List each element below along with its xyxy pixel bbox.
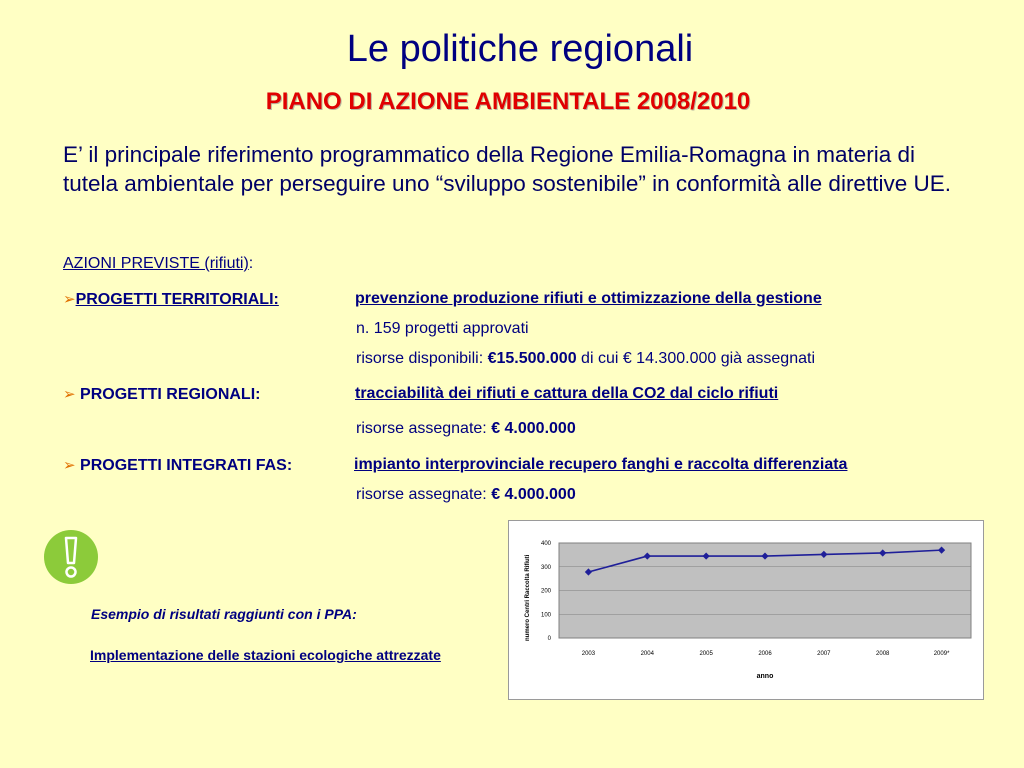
progetto-resources xyxy=(356,420,576,438)
progetto-name: PROGETTI INTEGRATI FAS: xyxy=(80,457,293,474)
example-caption: Esempio di risultati raggiunti con i PPA: xyxy=(91,606,357,622)
progetto-desc xyxy=(355,385,778,403)
azioni-colon: : xyxy=(248,255,254,272)
line-chart xyxy=(509,521,983,699)
arrow-icon: ➢ xyxy=(63,457,76,474)
y-tick-label: 0 xyxy=(547,636,551,642)
chart-container xyxy=(508,520,984,700)
progetto-desc-text: tracciabilità dei rifiuti e cattura della CO2 dal ciclo rifiuti xyxy=(355,385,779,402)
arrow-icon: ➢ xyxy=(63,291,76,308)
resources-prefix: risorse disponibili: xyxy=(356,350,488,367)
x-tick-label: 2008 xyxy=(876,651,890,657)
exclamation-icon xyxy=(44,530,98,584)
example-link[interactable]: Implementazione delle stazioni ecologiche attrezzate xyxy=(90,647,441,663)
page-subtitle: PIANO DI AZIONE AMBIENTALE 2008/2010 xyxy=(265,88,751,115)
progetto-desc-text: impianto interprovinciale recupero fanghi e raccolta differenziata xyxy=(354,456,848,473)
progetto-detail: n. 159 progetti approvati xyxy=(356,320,529,337)
page-title: Le politiche regionali xyxy=(346,28,694,70)
progetto-integrati xyxy=(63,456,292,475)
progetto-desc xyxy=(355,290,822,308)
azioni-heading xyxy=(63,255,253,273)
intro-paragraph: E’ il principale riferimento programmatico della Regione Emilia-Romagna in materia di tutela ambientale per perseguire uno “sviluppo sostenibile” in conformità alle direttive UE. xyxy=(63,142,951,196)
y-axis-label-group xyxy=(525,554,531,641)
resources-prefix: risorse assegnate: xyxy=(356,486,492,503)
x-tick-label: 2009* xyxy=(933,651,950,657)
x-tick-label: 2004 xyxy=(640,651,654,657)
x-axis-label: anno xyxy=(756,673,774,680)
x-tick-label: 2006 xyxy=(758,651,772,657)
y-tick-label: 200 xyxy=(540,588,551,595)
progetto-regionali xyxy=(63,385,260,404)
y-axis-label: numero Centri Raccolta Rifiuti xyxy=(525,554,531,641)
arrow-icon: ➢ xyxy=(63,386,76,403)
exclamation-glyph xyxy=(44,530,98,584)
y-ticks xyxy=(541,541,552,642)
progetto-resources xyxy=(356,350,815,368)
x-tick-label: 2007 xyxy=(817,651,831,657)
progetto-desc-text: prevenzione produzione rifiuti e ottimizzazione della gestione xyxy=(355,290,822,307)
y-tick-label: 100 xyxy=(540,612,551,619)
y-tick-label: 300 xyxy=(540,564,551,571)
resources-amount: € 4.000.000 xyxy=(491,486,576,503)
x-tick-label: 2003 xyxy=(581,651,596,657)
resources-amount: € 4.000.000 xyxy=(491,420,576,437)
y-tick-label: 400 xyxy=(540,541,551,547)
azioni-label: AZIONI PREVISTE (rifiuti) xyxy=(63,255,249,272)
progetto-territoriali xyxy=(63,290,279,309)
x-ticks xyxy=(582,651,950,657)
x-tick-label: 2005 xyxy=(699,651,713,657)
progetto-resources xyxy=(356,486,576,504)
progetto-name: PROGETTI REGIONALI: xyxy=(80,386,261,403)
resources-prefix: risorse assegnate: xyxy=(356,420,492,437)
resources-suffix: di cui € 14.300.000 già assegnati xyxy=(576,350,815,367)
resources-amount: €15.500.000 xyxy=(487,350,577,367)
progetto-desc xyxy=(354,456,847,474)
progetto-name: PROGETTI TERRITORIALI: xyxy=(75,291,279,308)
